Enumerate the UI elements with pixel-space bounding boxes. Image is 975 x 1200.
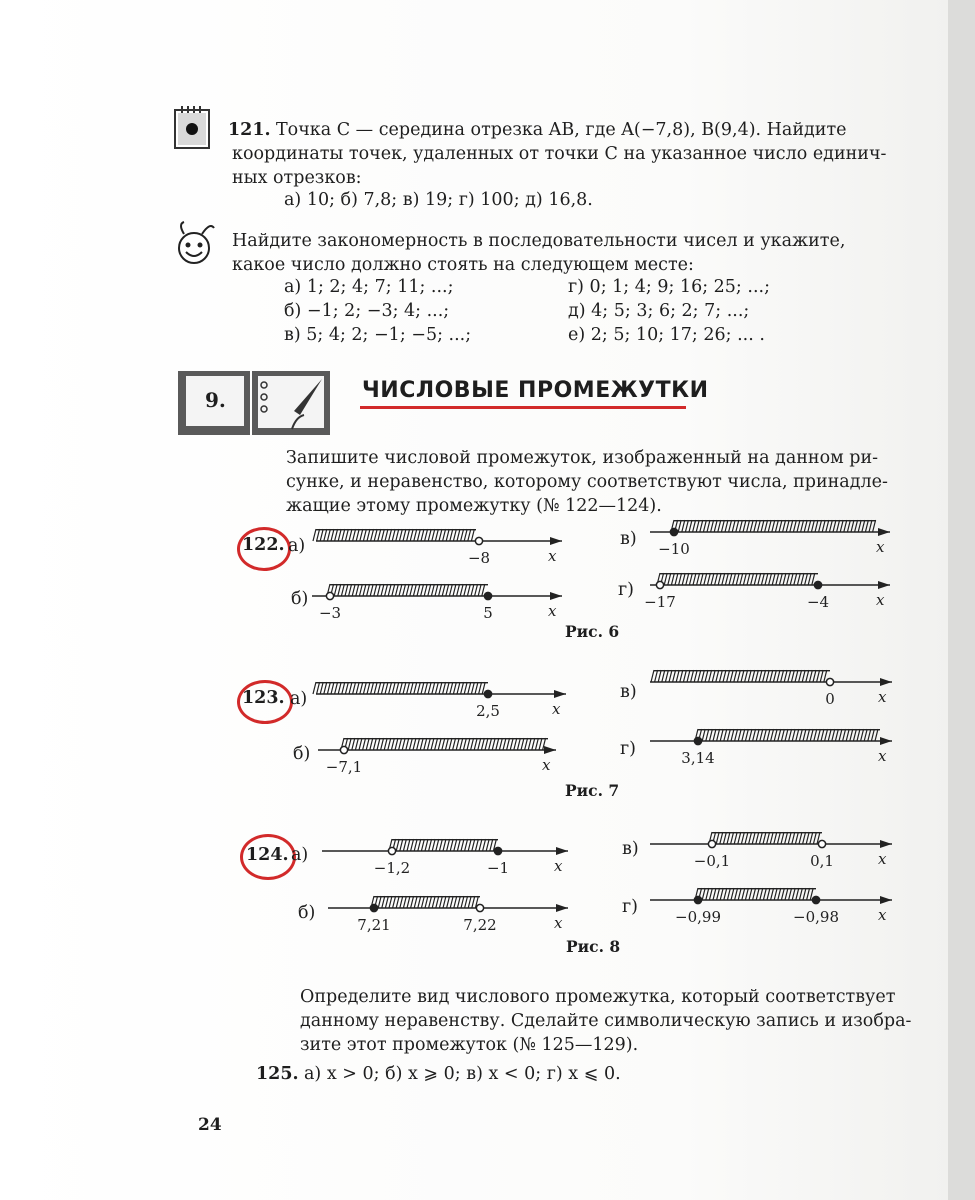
puzzle-right-2: е) 2; 5; 10; 17; 26; ... . <box>568 325 765 345</box>
fig6-g-arrow <box>878 581 890 589</box>
fig8-b-point-1 <box>476 904 483 911</box>
fig6-g-point-label-0: −17 <box>644 593 676 611</box>
fig8-a-label: а) <box>291 845 309 865</box>
fig7-a-point-label-0: 2,5 <box>476 702 500 720</box>
fig8-a-axis-var: x <box>554 857 563 875</box>
puzzle-left-0: а) 1; 2; 4; 7; 11; ...; <box>284 277 454 297</box>
fig7-g-point-0 <box>694 737 701 744</box>
fig7-v-arrow <box>880 678 892 686</box>
fig8-caption: Рис. 8 <box>566 937 621 956</box>
fig7-v-point-label-0: 0 <box>825 690 835 708</box>
fig7-v-hatch-top <box>654 670 830 671</box>
problem-121-options: а) 10; б) 7,8; в) 19; г) 100; д) 16,8. <box>284 190 593 210</box>
fig7-v-point-0 <box>826 678 833 685</box>
fig6-b-axis-var: x <box>548 602 557 620</box>
fig7-g-axis-var: x <box>878 747 887 765</box>
fig8-b-label: б) <box>298 903 316 923</box>
fig7-a-arrow <box>554 690 566 698</box>
fig8-g-point-0 <box>694 896 701 903</box>
fig7-b-arrow <box>544 746 556 754</box>
puzzle-line2: какое число должно стоять на следующем месте: <box>232 255 694 275</box>
puzzle-line1: Найдите закономерность в последовательности чисел и укажите, <box>232 231 846 251</box>
fig8-v-hatch <box>709 832 820 844</box>
fig6-b-label: б) <box>291 589 309 609</box>
fig7-a-hatch <box>313 682 485 694</box>
fig8-a-point-1 <box>494 847 501 854</box>
fig6-v-label: в) <box>620 529 637 549</box>
fig6-g-point-label-1: −4 <box>806 593 830 611</box>
section-number: 9. <box>205 388 226 412</box>
problem-121-line2: координаты точек, удаленных от точки C на указанное число единич- <box>232 144 887 164</box>
fig8-v-label: в) <box>622 839 639 859</box>
fig6-v-point-label-0: −10 <box>658 540 690 558</box>
fig6-g-hatch <box>657 573 815 585</box>
fig6-a-point-label-0: −8 <box>467 549 491 567</box>
fig6-g-point-1 <box>814 581 821 588</box>
fig7-v-axis-var: x <box>878 688 887 706</box>
puzzle-right-1: д) 4; 5; 3; 6; 2; 7; ...; <box>568 301 750 321</box>
fig8-v-arrow <box>880 840 892 848</box>
fig8-v-axis-var: x <box>878 850 887 868</box>
fig8-g-arrow <box>880 896 892 904</box>
fig8-g-label: г) <box>622 897 638 917</box>
fig8-g-hatch <box>695 888 813 900</box>
fig7-v-hatch <box>651 670 827 682</box>
fig8-v-point-label-0: −0,1 <box>693 852 731 870</box>
fig6-a-arrow <box>550 537 562 545</box>
outro-line1: Определите вид числового промежутка, который соответствует <box>300 987 896 1007</box>
problem-124-number: 124. <box>246 845 289 865</box>
fig7-g-point-label-0: 3,14 <box>681 749 715 767</box>
problem-122-number: 122. <box>242 535 285 555</box>
fig6-v-point-0 <box>670 528 677 535</box>
fig7-v-label: в) <box>620 682 637 702</box>
fig8-v-point-0 <box>708 840 715 847</box>
fig8-v-point-label-1: 0,1 <box>810 852 834 870</box>
fig6-b-point-label-0: −3 <box>318 604 342 622</box>
fig6-b-arrow <box>550 592 562 600</box>
puzzle-left-1: б) −1; 2; −3; 4; ...; <box>284 301 450 321</box>
fig7-a-point-0 <box>484 690 491 697</box>
problem-121-line3: ных отрезков: <box>232 168 362 188</box>
fig7-a-axis-var: x <box>552 700 561 718</box>
fig7-g-label: г) <box>620 739 636 759</box>
fig6-g-point-0 <box>656 581 663 588</box>
fig7-b-point-0 <box>340 746 347 753</box>
page-number: 24 <box>198 1115 222 1135</box>
fig6-b-point-0 <box>326 592 333 599</box>
fig7-b-axis-var: x <box>542 756 551 774</box>
fig7-b-point-label-0: −7,1 <box>325 758 363 776</box>
fig8-g-point-label-0: −0,99 <box>675 908 721 926</box>
fig6-b-point-label-1: 5 <box>483 604 493 622</box>
fig8-b-axis-var: x <box>554 914 563 932</box>
fig6-v-hatch <box>671 520 876 532</box>
fig7-g-hatch <box>695 729 878 741</box>
fig8-a-point-label-1: −1 <box>486 859 510 877</box>
fig6-v-axis-var: x <box>876 538 885 556</box>
problem-121-number: 121. <box>228 120 271 140</box>
intro-line1: Запишите числовой промежуток, изображенный на данном ри- <box>286 448 879 468</box>
fig8-b-point-label-1: 7,22 <box>463 916 497 934</box>
fig8-b-hatch <box>371 896 478 908</box>
fig6-b-point-1 <box>484 592 491 599</box>
fig8-a-hatch <box>389 839 496 851</box>
fig7-b-label: б) <box>293 744 311 764</box>
fig6-b-hatch <box>327 584 485 596</box>
puzzle-left-2: в) 5; 4; 2; −1; −5; ...; <box>284 325 472 345</box>
fig6-a-point-0 <box>475 537 482 544</box>
outro-line2: данному неравенству. Сделайте символическую запись и изобра- <box>300 1011 912 1031</box>
intro-line2: сунке, и неравенство, которому соответствуют числа, принадле- <box>286 472 888 492</box>
fig6-g-label: г) <box>618 580 634 600</box>
fig8-b-point-0 <box>370 904 377 911</box>
fig6-g-axis-var: x <box>876 591 885 609</box>
problem-121-line1: Точка C — середина отрезка AB, где A(−7,8), B(9,4). Найдите <box>276 120 847 140</box>
intro-line3: жащие этому промежутку (№ 122—124). <box>286 496 662 516</box>
fig6-a-axis-var: x <box>548 547 557 565</box>
fig8-a-arrow <box>556 847 568 855</box>
problem-123-number: 123. <box>242 688 285 708</box>
problem-125-options: а) x > 0; б) x ⩾ 0; в) x < 0; г) x ⩽ 0. <box>304 1064 621 1084</box>
fig8-a-point-label-0: −1,2 <box>373 859 411 877</box>
fig8-g-point-1 <box>812 896 819 903</box>
fig7-a-label: а) <box>290 689 308 709</box>
fig8-g-axis-var: x <box>878 906 887 924</box>
outro-line3: зите этот промежуток (№ 125—129). <box>300 1035 639 1055</box>
puzzle-right-0: г) 0; 1; 4; 9; 16; 25; ...; <box>568 277 770 297</box>
fig7-b-hatch <box>341 738 546 750</box>
fig6-v-arrow <box>878 528 890 536</box>
fig8-g-point-label-1: −0,98 <box>793 908 839 926</box>
fig6-a-hatch <box>313 529 474 541</box>
section-title: ЧИСЛОВЫЕ ПРОМЕЖУТКИ <box>362 378 709 403</box>
fig6-caption: Рис. 6 <box>565 622 620 641</box>
fig8-v-point-1 <box>818 840 825 847</box>
fig7-caption: Рис. 7 <box>565 781 620 800</box>
fig6-a-label: а) <box>288 536 306 556</box>
fig8-b-point-label-0: 7,21 <box>357 916 391 934</box>
fig7-b-hatch-top <box>344 738 548 739</box>
fig7-g-arrow <box>880 737 892 745</box>
fig8-a-point-0 <box>388 847 395 854</box>
problem-125-number: 125. <box>256 1064 299 1084</box>
fig8-b-arrow <box>556 904 568 912</box>
